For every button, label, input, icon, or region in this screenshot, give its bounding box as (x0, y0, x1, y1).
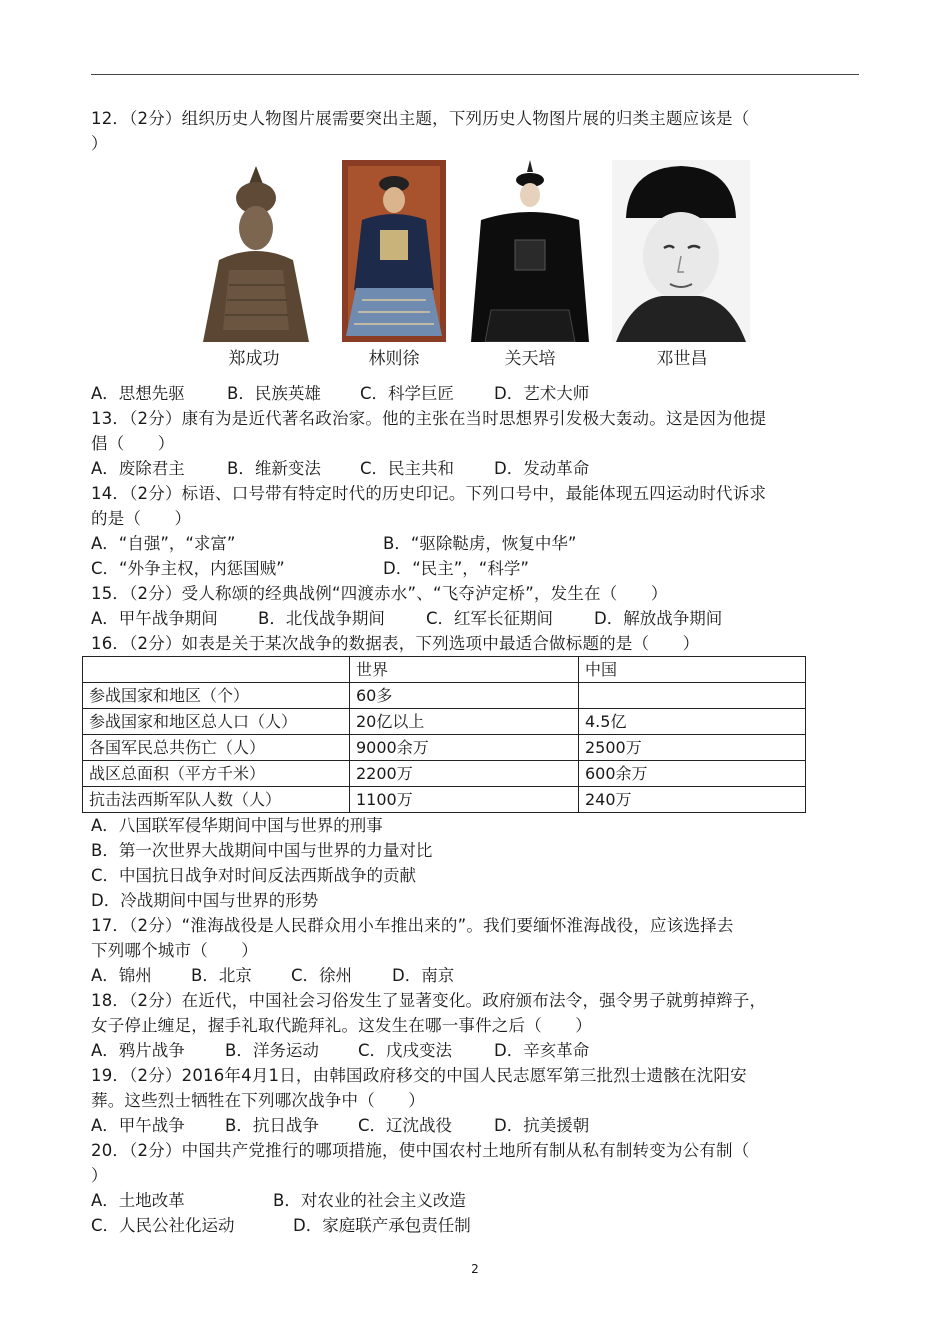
war-data-table (82, 656, 806, 813)
photo-caption: 邓世昌 (656, 349, 708, 369)
photo-lin-zexu (342, 160, 446, 342)
table-row (83, 761, 806, 787)
q15-option-a: A．甲午战争期间 (91, 609, 218, 628)
page-number: 2 (471, 1262, 479, 1276)
q15-option-b: B．北伐战争期间 (258, 609, 385, 628)
q13-option-b: B．维新变法 (227, 459, 321, 478)
table-cell: 9000余万 (350, 735, 579, 761)
photo-guan-tianpei (471, 160, 589, 342)
photo-zheng-chenggong (199, 160, 313, 342)
table-cell: 4.5亿 (579, 709, 806, 735)
table-cell (579, 683, 806, 709)
q18-option-d: D．辛亥革命 (494, 1041, 590, 1060)
table-cell: 战区总面积（平方千米） (83, 761, 350, 787)
q13-option-a: A．废除君主 (91, 459, 185, 478)
table-cell: 2200万 (350, 761, 579, 787)
q12-option-b: B．民族英雄 (227, 384, 321, 403)
table-cell: 参战国家和地区总人口（人） (83, 709, 350, 735)
table-cell: 60多 (350, 683, 579, 709)
q17-option-b: B．北京 (191, 966, 252, 985)
q19-option-a: A．甲午战争 (91, 1116, 185, 1135)
q14-option-d: D．“民主”，“科学” (383, 559, 529, 578)
header-rule (91, 74, 859, 75)
photo-caption: 林则徐 (368, 349, 420, 369)
q12-stem-cont: ） (91, 134, 108, 153)
q19-stem: 19．（2分）2016年4月1日，由韩国政府移交的中国人民志愿军第三批烈士遗骸在沈阳安 (91, 1066, 747, 1085)
table-cell: 参战国家和地区（个） (83, 683, 350, 709)
q18-option-c: C．戊戌变法 (358, 1041, 453, 1060)
q16-option-d: D．冷战期间中国与世界的形势 (91, 891, 319, 910)
q13-option-d: D．发动革命 (494, 459, 590, 478)
q19-option-c: C．辽沈战役 (358, 1116, 453, 1135)
q13-stem-cont: 倡（ ） (91, 434, 175, 453)
q19-stem-cont: 葬。这些烈士牺牲在下列哪次战争中（ ） (91, 1091, 425, 1110)
table-row (83, 709, 806, 735)
q13-option-c: C．民主共和 (360, 459, 455, 478)
q20-option-d: D．家庭联产承包责任制 (293, 1216, 471, 1235)
q15-option-d: D．解放战争期间 (594, 609, 723, 628)
table-cell: 2500万 (579, 735, 806, 761)
q20-option-a: A．土地改革 (91, 1191, 185, 1210)
q19-option-b: B．抗日战争 (225, 1116, 319, 1135)
photo-caption: 关天培 (504, 349, 556, 369)
q14-option-c: C．“外争主权，内惩国贼” (91, 559, 285, 578)
table-header-cell (83, 657, 350, 683)
q14-stem: 14．（2分）标语、口号带有特定时代的历史印记。下列口号中，最能体现五四运动时代诉求 (91, 484, 767, 503)
q17-option-c: C．徐州 (291, 966, 353, 985)
q18-stem-cont: 女子停止缠足，握手礼取代跪拜礼。这发生在哪一事件之后（ ） (91, 1016, 592, 1035)
photo-caption: 郑成功 (228, 349, 280, 369)
q15-option-c: C．红军长征期间 (426, 609, 554, 628)
table-row (83, 787, 806, 813)
q19-option-d: D．抗美援朝 (494, 1116, 590, 1135)
q20-option-c: C．人民公社化运动 (91, 1216, 235, 1235)
q14-option-a: A．“自强”，“求富” (91, 534, 236, 553)
q17-option-a: A．锦州 (91, 966, 152, 985)
q13-stem: 13．（2分）康有为是近代著名政治家。他的主张在当时思想界引发极大轰动。这是因为他提 (91, 409, 767, 428)
table-header-cell: 世界 (350, 657, 579, 683)
q16-stem: 16．（2分）如表是关于某次战争的数据表，下列选项中最适合做标题的是（ ） (91, 634, 700, 653)
q18-option-a: A．鸦片战争 (91, 1041, 185, 1060)
q17-option-d: D．南京 (392, 966, 455, 985)
q16-option-c: C．中国抗日战争对时间反法西斯战争的贡献 (91, 866, 417, 885)
table-cell: 20亿以上 (350, 709, 579, 735)
table-cell: 抗击法西斯军队人数（人） (83, 787, 350, 813)
q16-option-b: B．第一次世界大战期间中国与世界的力量对比 (91, 841, 433, 860)
table-cell: 240万 (579, 787, 806, 813)
q20-stem-cont: ） (91, 1166, 108, 1185)
table-cell: 各国军民总共伤亡（人） (83, 735, 350, 761)
q18-option-b: B．洋务运动 (225, 1041, 319, 1060)
table-row (83, 735, 806, 761)
q12-option-a: A．思想先驱 (91, 384, 185, 403)
table-cell: 1100万 (350, 787, 579, 813)
q17-stem: 17．（2分）“淮海战役是人民群众用小车推出来的”。我们要缅怀淮海战役，应该选择去 (91, 916, 734, 935)
q18-stem: 18．（2分）在近代，中国社会习俗发生了显著变化。政府颁布法令，强令男子就剪掉辫子， (91, 991, 767, 1010)
table-header-cell: 中国 (579, 657, 806, 683)
q14-stem-cont: 的是（ ） (91, 509, 192, 528)
q15-stem: 15．（2分）受人称颂的经典战例“四渡赤水”、“飞夺泸定桥”，发生在（ ） (91, 584, 668, 603)
q12-stem: 12．（2分）组织历史人物图片展需要突出主题，下列历史人物图片展的归类主题应该是（ (91, 109, 750, 128)
q16-option-a: A．八国联军侵华期间中国与世界的刑事 (91, 816, 383, 835)
table-header-row (83, 657, 806, 683)
table-row (83, 683, 806, 709)
q12-option-d: D．艺术大师 (494, 384, 590, 403)
q14-option-b: B．“驱除鞑虏，恢复中华” (383, 534, 577, 553)
q20-option-b: B．对农业的社会主义改造 (273, 1191, 466, 1210)
q17-stem-cont: 下列哪个城市（ ） (91, 941, 258, 960)
q12-option-c: C．科学巨匠 (360, 384, 455, 403)
q20-stem: 20．（2分）中国共产党推行的哪项措施，使中国农村土地所有制从私有制转变为公有制（ (91, 1141, 750, 1160)
photo-deng-shichang (612, 160, 750, 342)
table-cell: 600余万 (579, 761, 806, 787)
